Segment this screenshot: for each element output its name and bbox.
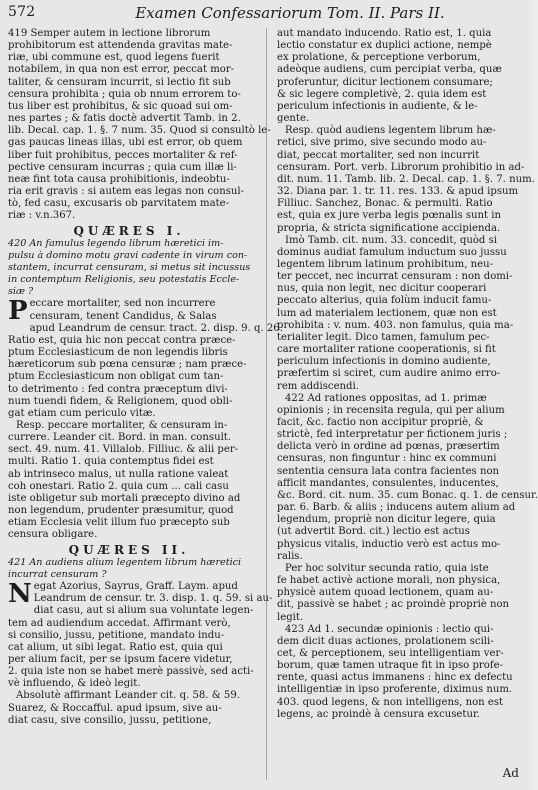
text-line: pective censuram incurras ; quia cum illæ li- — [8, 161, 237, 173]
right-column — [277, 28, 538, 780]
text-line: vè influendo, & ideò legit. — [8, 678, 141, 690]
text-line: diat casu, aut si alium sua voluntate legen- — [33, 605, 254, 617]
text-line: fe habet activè actione morali, non physica, — [277, 575, 501, 587]
text-line: nes partes ; & fatis doctè advertit Tamb. in 2. — [8, 113, 241, 125]
text-line: 419 Semper autem in lectione librorum — [8, 28, 211, 39]
text-line: diat casu, sive consilio, jussu, petitione, — [8, 714, 212, 726]
column-divider — [266, 28, 267, 780]
text-line: retici, sive primo, sive secundo modo au- — [277, 137, 487, 149]
page-number: 572 — [8, 4, 36, 20]
text-line: proferuntur, dicitur lectionem consumare; — [277, 76, 493, 88]
text-line: prohibita : v. num. 403. non famulus, quia ma- — [277, 319, 514, 331]
text-line: terialiter legit. Dico tamen, famulum pec- — [277, 331, 490, 343]
text-line: gas paucas lineas illas, ubi est error, ob quem — [8, 137, 243, 149]
text-line: censuras, non finguntur : hinc ex communi — [277, 453, 497, 465]
text-line: & sic legere completivè, 2. quia idem est — [277, 88, 487, 100]
continuation-paragraph — [277, 28, 523, 125]
running-title: Examen Confessariorum Tom. II. Pars II. — [135, 4, 445, 22]
text-line: aut mandato inducendo. Ratio est, 1. quia — [277, 28, 492, 39]
text-line: &c. Bord. cit. num. 35. cum Bonac. q. 1. de censur. — [277, 489, 538, 501]
text-line: ex prolatione, & perceptione verborum, — [277, 52, 481, 64]
text-line: si consilio, jussu, petitione, mandato indu- — [8, 629, 225, 641]
text-line: per alium facit, per se ipsum facere videtur, — [8, 653, 233, 665]
text-line: tò, fed casu, excusaris ob parvitatem mate- — [8, 198, 230, 210]
catchword: Ad — [502, 766, 519, 780]
text-line: tus liber est prohibitus, & sic quoad sui om- — [8, 100, 233, 112]
text-line: ter peccet, nec incurrat censuram : non domi- — [277, 271, 513, 283]
paragraph-423 — [277, 624, 523, 721]
answer-paragraph-2 — [8, 579, 273, 690]
question-line: 421 An audiens alium legentem librum hæretici — [8, 556, 242, 568]
text-line: legentem librum latinum prohibitum, neu- — [277, 258, 493, 270]
text-line: 32. Diana par. 1. tr. 11. res. 133. & apud ipsum — [277, 186, 519, 198]
text-line: (ut advertit Bord. cit.) lectio est actus — [277, 526, 470, 538]
resp-paragraph-1 — [8, 420, 250, 542]
text-line: periculum infectionis in audiente, & le- — [277, 100, 478, 112]
question-line: 420 An famulus legendo librum hæretici im- — [8, 237, 224, 249]
text-line: apud Leandrum de censur. tract. 2. disp. 9. q. 26. — [29, 322, 283, 334]
text-line: periculum infectionis in domino audiente, — [277, 356, 491, 368]
text-line: non legendum, prudenter præsumitur, quod — [8, 505, 234, 517]
text-line: liber fuit prohibitus, pecces mortaliter & ref- — [8, 149, 238, 161]
text-line: ralis. — [277, 550, 303, 562]
text-line: dit. num. 11. Tamb. lib. 2. Decal. cap. 1. §. 7. num. — [277, 173, 535, 185]
text-line: borum, quæ tamen utraque fit in ipso profe- — [277, 660, 503, 672]
paragraph-419 — [8, 28, 271, 223]
question-line: incurrat censuram ? — [8, 568, 107, 580]
text-line: ptum Ecclesiasticum de non legendis libris — [8, 347, 228, 359]
text-line: riæ, ubi commune est, quod legens fuerit — [8, 52, 220, 64]
text-line: 422 Ad rationes oppositas, ad 1. primæ — [285, 392, 487, 404]
question-line: pulsu à domino motu gravi cadente in virum con- — [8, 249, 248, 261]
drop-cap: N — [8, 579, 32, 610]
question-line: siæ ? — [8, 286, 34, 298]
text-line: lum ad materialem lectionem, quæ non est — [277, 307, 497, 319]
text-line: afficit mandantes, consulentes, inducentes, — [277, 477, 499, 489]
text-line: diat, peccat mortaliter, sed non incurrit — [277, 149, 480, 161]
text-line: strictè, fed interpretatur per fictionem juris ; — [277, 429, 508, 441]
text-line: currere. Leander cit. Bord. in man. consult. — [8, 432, 232, 444]
text-line: Absolutè affirmant Leander cit. q. 58. & 59. — [16, 690, 240, 702]
text-line: tem ad audiendum accedat. Affirmant verò, — [8, 617, 231, 629]
text-line: ab intrinseco malus, ut nulla ratione valeat — [8, 468, 229, 480]
text-line: gat etiam cum periculo vitæ. — [8, 407, 156, 419]
text-line: rente, quasi actus immanens : hinc ex defectu — [277, 672, 513, 684]
section-heading-quaeres-1: QUÆRES I. — [73, 223, 185, 238]
text-line: riæ : v.n.367. — [8, 210, 76, 222]
text-line: sententia censura lata contra facientes non — [277, 465, 500, 477]
text-line: censuram, tenent Candidus, & Salas — [29, 310, 217, 322]
text-line: neæ fint tota causa prohibitionis, indeobtu- — [8, 173, 230, 185]
question-420 — [8, 238, 250, 299]
text-line: cet, & perceptionem, seu intelligentiam ver- — [277, 647, 504, 659]
left-column — [8, 28, 283, 780]
text-line: etiam Ecclesia velit illum fuo præcepto sub — [8, 517, 230, 529]
text-line: hæreticorum sub pœna censuræ ; nam præce- — [8, 359, 247, 371]
text-line: iste obligetur sub mortali præcepto divino ad — [8, 492, 241, 504]
text-line: est, quia ex jure verba legis pœnalis sunt in — [277, 210, 502, 222]
text-line: censura prohibita ; quia ob nnum errorem to- — [8, 88, 241, 100]
text-line: to detrimento : fed contra præceptum divi- — [8, 383, 228, 395]
paragraph-422 — [277, 392, 538, 563]
text-line: censuram. Port. verb. Librorum prohibitio in ad- — [277, 161, 525, 173]
text-line: Imò Tamb. cit. num. 33. concedit, quòd si — [285, 234, 498, 246]
question-line: stantem, incurrat censuram, si metus sit incussus — [8, 261, 251, 273]
text-line: par. 6. Barb. & aliis ; inducens autem alium ad — [277, 502, 516, 514]
drop-cap: P — [8, 296, 28, 327]
text-line: eccare mortaliter, sed non incurrere — [29, 298, 216, 310]
secunda-ratio-paragraph — [277, 563, 523, 624]
question-421 — [8, 557, 250, 581]
text-line: legit. — [277, 611, 304, 623]
text-line: 403. quod legens, & non intelligens, non est — [277, 696, 504, 708]
section-heading-quaeres-2: QUÆRES II. — [68, 542, 190, 557]
question-line: in contemptum Religionis, seu potestatis Eccle- — [8, 274, 240, 286]
text-line: physicè autem quoad lectionem, quam au- — [277, 587, 494, 599]
text-line: rem addiscendi. — [277, 380, 359, 392]
text-line: nus, quia non legit, nec dicitur cooperari — [277, 283, 487, 295]
absolute-affirm-paragraph — [8, 690, 250, 726]
text-line: num tuendi fidem, & Religionem, quod obli- — [8, 395, 233, 407]
text-line: sect. 49. num. 41. Villalob. Filliuc. & alii per- — [8, 444, 239, 456]
text-line: adeòque audiens, cum percipiat verba, quæ — [277, 64, 502, 76]
text-line: Leandrum de censur. tr. 3. disp. 1. q. 59. si au- — [33, 593, 273, 605]
text-line: Per hoc solvitur secunda ratio, quia iste — [285, 562, 489, 574]
text-line: cat alium, ut sibi legat. Ratio est, quia qui — [8, 641, 223, 653]
text-line: ria erit gravis : si autem eas legas non consul- — [8, 186, 245, 198]
text-line: intelligentiæ in ipso proferente, diximus num. — [277, 684, 513, 696]
text-line: delicta verò in ordine ad pœnas, præsertim — [277, 441, 500, 453]
text-line: Filliuc. Sanchez, Bonac. & permulti. Ratio — [277, 198, 493, 210]
text-line: Ratio est, quia hic non peccat contra præce- — [8, 334, 236, 346]
resp-paragraph-2 — [277, 125, 535, 234]
text-line: peccato alterius, quia folùm inducit famu- — [277, 295, 492, 307]
text-line: coh onestari. Ratio 2. quia cum ... cali casu — [8, 480, 229, 492]
text-line: egat Azorius, Sayrus, Graff. Laym. apud — [33, 581, 238, 593]
text-line: gente. — [277, 113, 310, 125]
text-line: censura obligare. — [8, 529, 98, 541]
text-line: dominus audiat famulum inductum suo jussu — [277, 246, 507, 258]
text-line: Suarez, & Roccafful. apud ipsum, sive au- — [8, 702, 222, 714]
text-line: dem dicit duas actiones, prolationem scili- — [277, 635, 494, 647]
text-line: præfertim si sciret, cum audire animo erro- — [277, 368, 501, 380]
text-line: lib. Decal. cap. 1. §. 7 num. 35. Quod si consultò le- — [8, 125, 271, 137]
text-line: 423 Ad 1. secundæ opinionis : lectio qui- — [285, 623, 494, 635]
imo-tamb-paragraph — [277, 235, 523, 393]
text-line: taliter, & censuram incurrit, si lectio fit sub — [8, 76, 231, 88]
text-line: 2. quia iste non se habet merè passivè, sed acti- — [8, 666, 254, 678]
text-line: notabilem, in qua non est error, peccat mor- — [8, 64, 235, 76]
text-line: dit, passivè se habet ; ac proindè propriè non — [277, 599, 510, 611]
text-line: Resp. peccare mortaliter, & censuram in- — [16, 420, 228, 431]
text-line: lectio constatur ex duplici actione, nempè — [277, 40, 492, 52]
text-line: facit, &c. factio non accipitur propriè, & — [277, 417, 484, 428]
text-line: ptum Ecclesiasticum non obligat cum tan- — [8, 371, 224, 383]
text-line: care mortaliter ratione cooperationis, si fit — [277, 344, 496, 356]
text-line: legendum, propriè non dicitur legere, quia — [277, 514, 496, 526]
text-line: prohibitorum est attendenda gravitas mate- — [8, 40, 233, 52]
text-line: physicus vitalis, inductio verò est actus mo- — [277, 538, 501, 550]
text-line: legens, ac proindè à censura excusetur. — [277, 708, 480, 720]
text-line: Resp. quòd audiens legentem librum hæ- — [285, 125, 496, 137]
text-line: multi. Ratio 1. quia contemptus fidei est — [8, 456, 214, 468]
answer-paragraph-1 — [8, 296, 283, 420]
text-line: propria, & stricta significatione accipienda. — [277, 222, 501, 234]
text-line: opinionis ; in recensita regula, qui per alium — [277, 404, 505, 416]
